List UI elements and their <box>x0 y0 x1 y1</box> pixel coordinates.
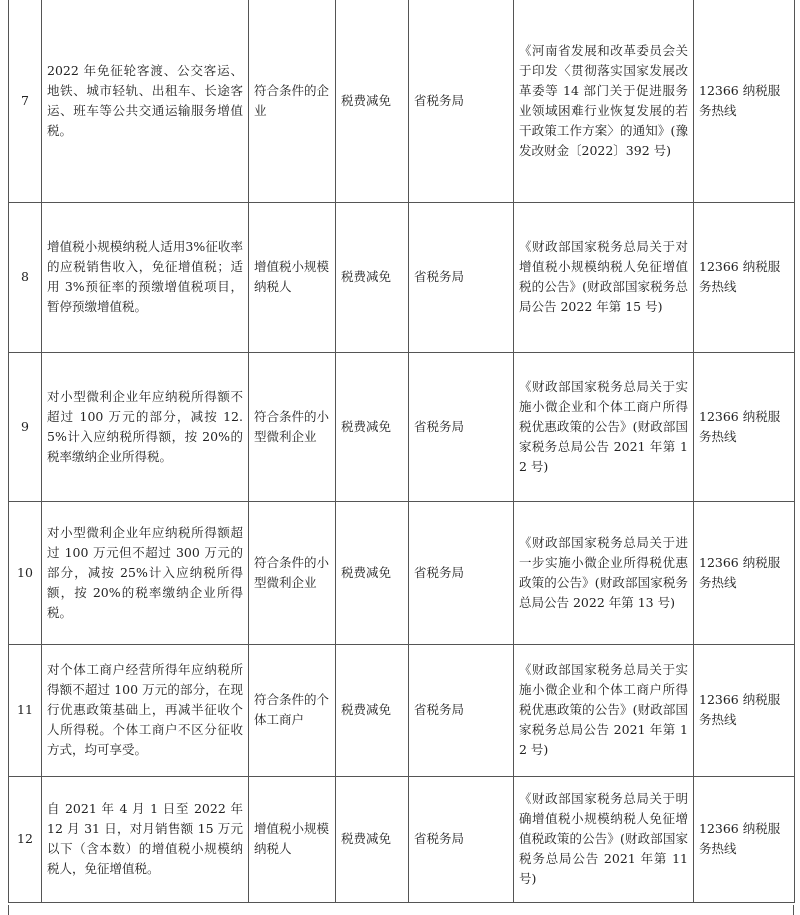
policy-basis: 《财政部国家税务总局关于明确增值税小规模纳税人免征增值税政策的公告》(财政部国家税务总局公告 2021 年第 11 号) <box>514 776 694 902</box>
row-number: 10 <box>9 501 42 644</box>
measure-content: 对个体工商户经营所得年应纳税所得额不超过 100 万元的部分，在现行优惠政策基础上，再减半征收个人所得税。个体工商户不区分征收方式，均可享受。 <box>42 644 249 776</box>
measure-type: 税费减免 <box>336 352 409 501</box>
measure-content: 对小型微利企业年应纳税所得额不超过 100 万元的部分，减按 12.5%计入应纳税所得额，按 20%的税率缴纳企业所得税。 <box>42 352 249 501</box>
contact-channel: 12366 纳税服务热线 <box>694 644 795 776</box>
table-continuation-edge <box>8 905 794 915</box>
measure-type: 税费减免 <box>336 501 409 644</box>
policy-basis: 《河南省发展和改革委员会关于印发〈贯彻落实国家发展改革委等 14 部门关于促进服务业领域困难行业恢复发展的若干政策工作方案〉的通知》(豫发改财金〔2022〕392 号) <box>514 0 694 202</box>
policy-basis: 《财政部国家税务总局关于进一步实施小微企业所得税优惠政策的公告》(财政部国家税务总局公告 2022 年第 13 号) <box>514 501 694 644</box>
row-number: 12 <box>9 776 42 902</box>
responsible-department: 省税务局 <box>409 352 514 501</box>
table-row <box>9 644 795 776</box>
table-row <box>9 352 795 501</box>
measure-content: 对小型微利企业年应纳税所得额超过 100 万元但不超过 300 万元的部分，减按 25%计入应纳税所得额，按 20%的税率缴纳企业所得税。 <box>42 501 249 644</box>
responsible-department: 省税务局 <box>409 644 514 776</box>
policy-basis: 《财政部国家税务总局关于对增值税小规模纳税人免征增值税的公告》(财政部国家税务总局公告 2022 年第 15 号) <box>514 202 694 352</box>
contact-channel: 12366 纳税服务热线 <box>694 501 795 644</box>
policy-basis: 《财政部国家税务总局关于实施小微企业和个体工商户所得税优惠政策的公告》(财政部国家税务总局公告 2021 年第 12 号) <box>514 352 694 501</box>
measure-type: 税费减免 <box>336 0 409 202</box>
target-entity: 符合条件的个体工商户 <box>249 644 336 776</box>
target-entity: 增值税小规模纳税人 <box>249 776 336 902</box>
measure-content: 2022 年免征轮客渡、公交客运、地铁、城市轻轨、出租车、长途客运、班车等公共交通运输服务增值税。 <box>42 0 249 202</box>
row-number: 8 <box>9 202 42 352</box>
measure-content: 自 2021 年 4 月 1 日至 2022 年 12 月 31 日，对月销售额 15 万元以下（含本数）的增值税小规模纳税人，免征增值税。 <box>42 776 249 902</box>
policy-table-page <box>8 0 794 903</box>
responsible-department: 省税务局 <box>409 0 514 202</box>
table-row <box>9 202 795 352</box>
responsible-department: 省税务局 <box>409 776 514 902</box>
row-number: 9 <box>9 352 42 501</box>
contact-channel: 12366 纳税服务热线 <box>694 776 795 902</box>
contact-channel: 12366 纳税服务热线 <box>694 202 795 352</box>
table-row <box>9 501 795 644</box>
measure-content: 增值税小规模纳税人适用3%征收率的应税销售收入，免征增值税；适用 3%预征率的预缴增值税项目，暂停预缴增值税。 <box>42 202 249 352</box>
policy-table <box>8 0 795 903</box>
row-number: 7 <box>9 0 42 202</box>
measure-type: 税费减免 <box>336 644 409 776</box>
target-entity: 增值税小规模纳税人 <box>249 202 336 352</box>
responsible-department: 省税务局 <box>409 501 514 644</box>
measure-type: 税费减免 <box>336 776 409 902</box>
table-row <box>9 776 795 902</box>
target-entity: 符合条件的小型微利企业 <box>249 501 336 644</box>
row-number: 11 <box>9 644 42 776</box>
contact-channel: 12366 纳税服务热线 <box>694 352 795 501</box>
policy-basis: 《财政部国家税务总局关于实施小微企业和个体工商户所得税优惠政策的公告》(财政部国家税务总局公告 2021 年第 12 号) <box>514 644 694 776</box>
responsible-department: 省税务局 <box>409 202 514 352</box>
measure-type: 税费减免 <box>336 202 409 352</box>
target-entity: 符合条件的小型微利企业 <box>249 352 336 501</box>
target-entity: 符合条件的企业 <box>249 0 336 202</box>
contact-channel: 12366 纳税服务热线 <box>694 0 795 202</box>
table-row <box>9 0 795 202</box>
